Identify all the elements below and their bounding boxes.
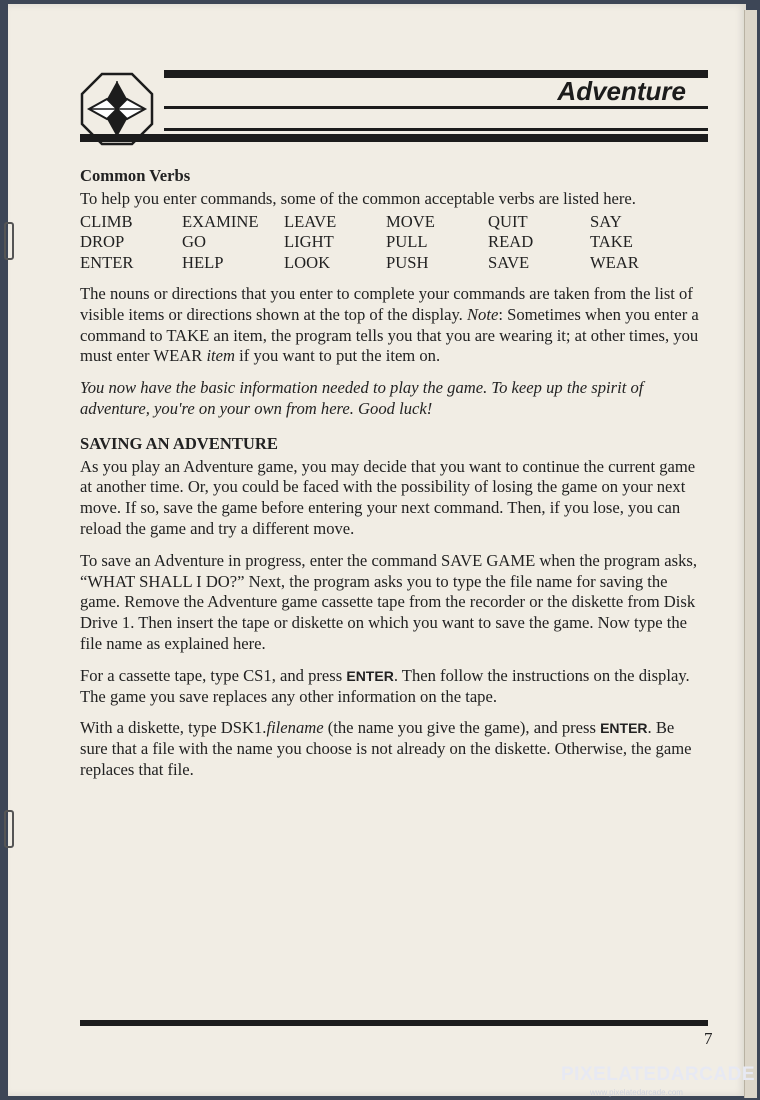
verb: HELP bbox=[182, 253, 224, 273]
verb: READ bbox=[488, 232, 534, 252]
nouns-paragraph bbox=[80, 284, 700, 367]
filename-word: filename bbox=[266, 718, 324, 738]
staple-top bbox=[4, 222, 14, 260]
item-word: item bbox=[206, 346, 236, 366]
diskette-text: With a diskette, type DSK1. bbox=[80, 718, 267, 738]
verbs-row bbox=[80, 232, 692, 253]
cassette-paragraph bbox=[80, 666, 700, 708]
note-label: Note bbox=[466, 304, 499, 324]
verb: PULL bbox=[386, 232, 428, 252]
closing-paragraph bbox=[80, 378, 700, 420]
header-rule-thin-bottom bbox=[164, 128, 708, 131]
verb: QUIT bbox=[488, 211, 528, 231]
page-edge bbox=[744, 10, 757, 1098]
verb: LEAVE bbox=[284, 211, 337, 231]
verb: PUSH bbox=[386, 253, 429, 273]
verb: CLIMB bbox=[80, 211, 133, 231]
verb: SAY bbox=[590, 211, 622, 231]
saving-paragraph-2: To save an Adventure in progress, enter the command SAVE GAME when the program asks, “WHAT SHALL I DO?” Next, the program asks you to type the file name for saving the game. Remove the Adventure game cassette tape from the recorder or the diskette from Disk Drive 1. Then insert the tape or diskette on which you want to save the game. Now type the file name as explained here. bbox=[80, 550, 697, 653]
verb: WEAR bbox=[590, 253, 639, 273]
verbs-row bbox=[80, 253, 692, 274]
watermark-url: www.pixelatedarcade.com bbox=[590, 1088, 683, 1097]
page-content bbox=[80, 166, 700, 792]
nouns-text: if you want to put the item on. bbox=[235, 346, 441, 366]
diskette-text: . Be sure that a file with the name you choose is not already on the diskette. Otherwise, the game replaces that file. bbox=[80, 718, 692, 779]
verb: LIGHT bbox=[284, 232, 334, 252]
common-verbs-intro: To help you enter commands, some of the common acceptable verbs are listed here. bbox=[80, 188, 636, 208]
common-verbs-heading: Common Verbs bbox=[80, 166, 191, 185]
page-number: 7 bbox=[704, 1029, 713, 1048]
verb: DROP bbox=[80, 232, 125, 252]
diskette-text: (the name you give the game), and press bbox=[323, 718, 601, 738]
verbs-table bbox=[80, 212, 692, 274]
enter-key-label: ENTER bbox=[346, 667, 394, 684]
verb: LOOK bbox=[284, 253, 331, 273]
verb: GO bbox=[182, 232, 206, 252]
saving-paragraph-1: As you play an Adventure game, you may decide that you want to continue the current game at another time. Or, you could be faced with the possibility of losing the game on your next move. If so, save the game before entering your next command. Then, if you lose, you can reload the game and try a different move. bbox=[80, 456, 696, 538]
footer-rule bbox=[80, 1020, 708, 1026]
verb: ENTER bbox=[80, 253, 134, 273]
closing-text: You now have the basic information needed to play the game. To keep up the spirit of adventure, you're on your own from here. Good luck! bbox=[80, 378, 644, 418]
diskette-paragraph bbox=[80, 718, 700, 780]
saving-heading: SAVING AN ADVENTURE bbox=[80, 433, 278, 453]
verbs-row bbox=[80, 212, 692, 233]
page-title: Adventure bbox=[557, 76, 686, 106]
cassette-text: . Then follow the instructions on the display. The game you save replaces any other information on the tape. bbox=[80, 665, 690, 706]
verb: EXAMINE bbox=[182, 211, 259, 231]
nouns-text: : Sometimes when you enter a command to TAKE an item, the program tells you that you are wearing it; at other times, you must enter WEAR bbox=[80, 304, 699, 366]
header-rule-thick-bottom bbox=[80, 134, 708, 142]
nouns-text: The nouns or directions that you enter to complete your commands are taken from the list of visible items or directions shown at the top of the display. bbox=[80, 283, 693, 324]
cassette-text: For a cassette tape, type CS1, and press bbox=[80, 665, 347, 685]
verb: SAVE bbox=[488, 253, 530, 273]
staple-bottom bbox=[4, 810, 14, 848]
watermark-logo: PIXELATEDARCADE bbox=[561, 1064, 755, 1085]
manual-page bbox=[8, 4, 746, 1096]
verb: TAKE bbox=[590, 232, 633, 252]
verb: MOVE bbox=[386, 211, 435, 231]
enter-key-label: ENTER bbox=[600, 720, 648, 737]
